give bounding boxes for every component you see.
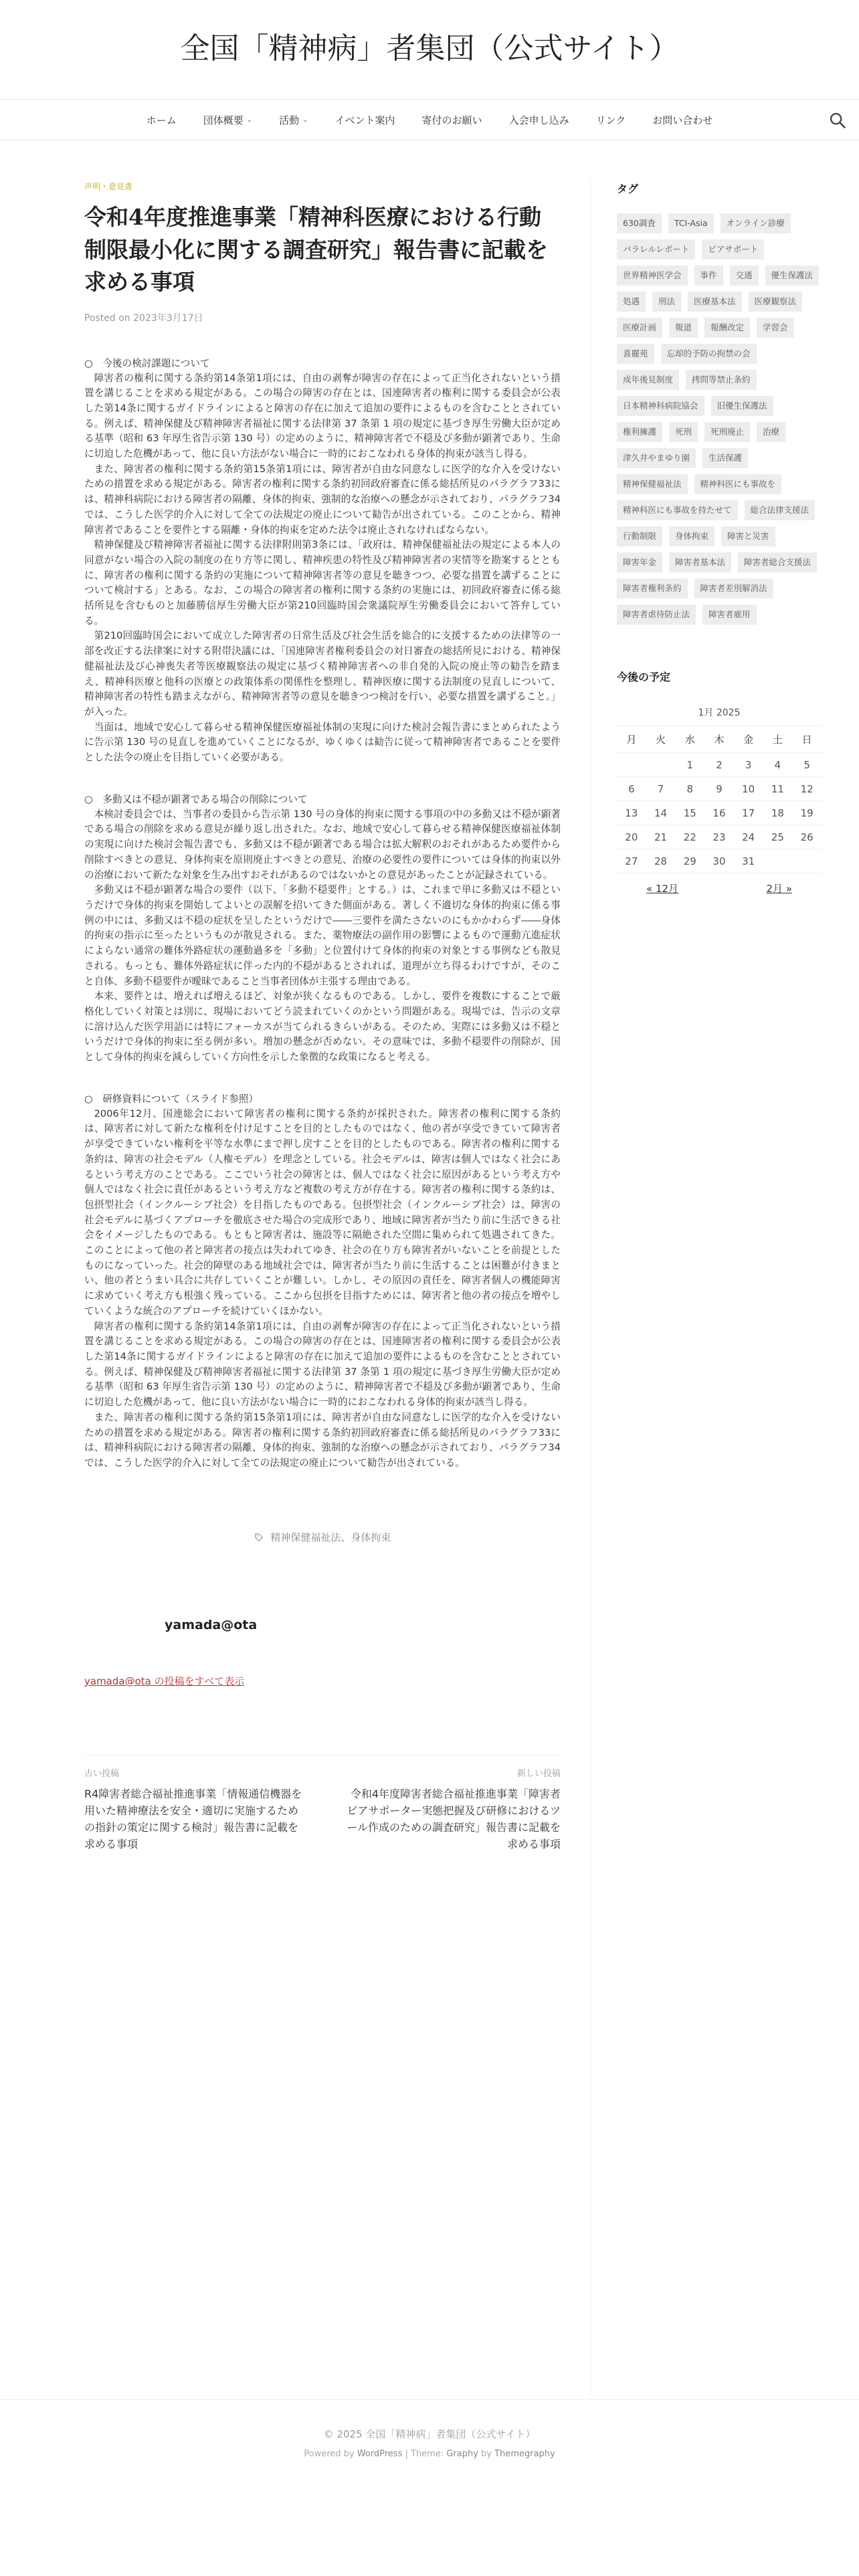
paragraph: 本検討委員会では、当事者の委員から告示第 130 号の身体的拘束に関する事項の中の多動又は不穏が顕著である場合の削除を求める意見が繰り返し出された。なお、地域で安心して暮らせる精神保健医療福祉体制の実現に向けた検討会報告書でも、多動又は不穏が顕著である場合は拡大解釈のおそれがあるため要件から削除すべきとの意見、身体拘束を原則廃止すべきとの意見、治療の必要性の要件については身体的拘束以外の治療において新たな対象を生み出すおそれがあるのではないかとの意見があったことが記録されている。 (84, 808, 561, 881)
footer-theme-link[interactable]: Graphy (446, 2449, 478, 2459)
footer-powered (0, 2449, 859, 2459)
calendar-day: 4 (763, 753, 793, 777)
tag-link[interactable]: ピアサポート (702, 239, 764, 259)
paragraph: 多動又は不穏が顕著な場合の要件（以下、「多動不穏要件」とする。）は、これまで単に多動又は不穏というだけで身体的拘束を開始してよいとの誤解を招いてきた側面がある。著しく不適切な身体的拘束に係る事例の中には、多動又は不穏の症状を呈したというだけで――三要件を満たさないのにもかかわらず――身体的拘束の指示に至ったというものが散見される。また、薬物療法の副作用の影響によるもので運動亢進症状によらない通常の難体外路症状の運動過多を「多動」と位置付けて身体的拘束の対象とする事例なども散見される。もっとも、難体外路症状に伴った内的不穏があるとされれば、道理が立ち得るわけですが、そのこと自体、多動不穏要件が曖昧であること当事者団体が主張する理由である。 (84, 884, 561, 987)
nav-item[interactable] (496, 113, 583, 127)
calendar-weekday: 水 (675, 726, 704, 753)
tags-widget-title: タグ (617, 183, 639, 195)
post-category[interactable]: 声明・意見書 (84, 182, 133, 191)
site-footer (0, 2399, 859, 2576)
calendar-widget (617, 669, 822, 895)
calendar-day: 19 (792, 801, 822, 825)
chevron-down-icon: ⌄ (302, 116, 308, 124)
calendar-day: 14 (646, 801, 676, 825)
calendar-weekday: 土 (763, 726, 793, 753)
calendar-weekday: 金 (734, 726, 763, 753)
post-body (84, 356, 561, 1471)
tag-link[interactable]: 精神科医にも事故を (694, 474, 782, 494)
prev-post-title[interactable]: R4障害者総合福祉推進事業「情報通信機器を用いた精神療法を安全・適切に実施するための指針の策定に関する検討」報告書に記載を求める事項 (84, 1787, 302, 1850)
calendar-day: 31 (734, 849, 763, 873)
calendar-week (617, 753, 822, 777)
tag-link[interactable]: 処遇 (617, 292, 646, 312)
calendar-day: 29 (675, 849, 704, 873)
calendar-weekday: 火 (646, 726, 676, 753)
tag-link[interactable]: 忘却的予防の拘禁の会 (661, 344, 757, 364)
calendar-table (617, 726, 822, 873)
calendar-next-month[interactable]: 2月 » (766, 883, 792, 895)
calendar-day: 23 (704, 825, 734, 849)
tag-link[interactable]: 津久井やまゆり園 (617, 448, 696, 468)
calendar-nav (617, 881, 822, 895)
main-content (84, 181, 561, 1852)
nav-item[interactable] (133, 113, 190, 127)
calendar-day (763, 849, 793, 873)
section-heading: ○ 今後の検討課題について (84, 357, 210, 369)
nav-item[interactable] (583, 113, 640, 127)
post-tags (84, 1530, 561, 1544)
tag-link[interactable]: 行動制限 (617, 526, 662, 546)
tag-link[interactable]: パラレルレポート (617, 239, 695, 259)
nav-item-label[interactable]: ホーム (146, 114, 177, 126)
calendar-day: 5 (792, 753, 822, 777)
next-post-title[interactable]: 令和4年度障害者総合福祉推進事業「障害者ピアサポーター実態把握及び研修におけるツール作成のための調査研究」報告書に記載を求める事項 (347, 1787, 561, 1850)
tag-link[interactable]: 旧優生保護法 (711, 396, 773, 416)
calendar-day: 10 (734, 777, 763, 801)
tag-link[interactable]: 死刑 (669, 422, 698, 442)
tag-link[interactable]: 成年後見制度 (617, 370, 679, 390)
footer-powered-prefix: Powered by (304, 2449, 357, 2459)
sidebar-divider (590, 181, 591, 2401)
tag-link[interactable]: 報酬改定 (704, 318, 750, 338)
tag-link[interactable]: 喜麗苑 (617, 344, 654, 364)
calendar-week (617, 825, 822, 849)
calendar-day: 16 (704, 801, 734, 825)
tag-link[interactable]: 精神保健福祉法 (617, 474, 688, 494)
paragraph: また、障害者の権利に関する条約第15条第1項には、障害者が自由な同意なしに医学的な介入を受けないための措置を求める規定がある。障害者の権利に関する条約初回政府審査に係る総括所見のパラグラフ33には、精神科病院における障害者の隔離、身体的拘束、強制的な治療への懸念が示されており、パラグラフ34では、こうした医学的介入に対して全ての法規定の廃止について勧告が出されている。このことから、精神障害者であることを要件とする隔離・身体的拘束を定めた法令は廃止されなければならない。 (84, 463, 561, 536)
paragraph: 2006年12月、国連総会において障害者の権利に関する条約が採択された。障害者の権利に関する条約は、障害者に対して新たな権利を付け足すことを目的としたものではなく、他の者が享受できていて障害者が享受できていない権利を平等な水準にまで押し戻すことを目的としたものである。障害者の権利に関する条約は、障害の社会モデル（人権モデル）を理念としている。社会モデルは、障害は個人ではなく社会にあるという考え方のことである。ここでいう社会の障害とは、個人ではなく社会に原因があるという考え方や個人ではなく社会に責任があるという考え方など複数の考え方が存在する。障害者の権利に関する条約は、包摂型社会（インクルーシブ社会）を目指したものである。包摂型社会（インクルーシブ社会）は、障害の社会モデルに基づくアプローチを徹底させた場合の完成形であり、地域に障害者が当たり前に生活できる社会をイメージしたものである。もともと障害者は、施設等に隔絶された空間に集められて処遇されてきた。このことによって他の者と障害者の接点は失われてゆき、社会の在り方も障害者がいないことを前提としたものになっていった。社会的障壁のある地域社会では、障害者が当たり前に生活することは困難が付きまとい、他の者とうまい具合に共存していくことが難しい。しかし、その原因の責任を、障害者個人の機能障害に求めていく考え方も根強く残っている。ここから包摂を目指すためには、障害者と他の者の接点を増やしていくような統合のアプローチを続けていくほかない。 (84, 1107, 561, 1317)
paragraph: 当面は、地域で安心して暮らせる精神保健医療福祉体制の実現に向けた検討会報告書にまとめられたように告示第 130 号の見直しを進めていくことになるが、ゆくゆくは勧告に従って精神障害者であることを要件とした法令の廃止を目指していく必要がある。 (84, 721, 561, 764)
calendar-day: 12 (792, 777, 822, 801)
calendar-day: 8 (675, 777, 704, 801)
tag-link[interactable]: 障害者基本法 (669, 552, 731, 572)
nav-item[interactable] (639, 113, 726, 127)
site-title[interactable]: 全国「精神病」者集団（公式サイト） (180, 31, 679, 66)
tag-link[interactable]: 障害者権利条約 (617, 578, 688, 599)
calendar-week (617, 777, 822, 801)
tag-link[interactable]: 630調査 (617, 213, 662, 233)
tag-link[interactable]: 日本精神科病院協会 (617, 396, 704, 416)
footer-theme-prefix: | Theme: (402, 2449, 447, 2459)
author-box (84, 1618, 561, 1688)
tag-link[interactable]: 障害年金 (617, 552, 662, 572)
post-tags-text[interactable]: 精神保健福祉法、身体拘束 (270, 1531, 391, 1543)
calendar-day: 13 (617, 801, 646, 825)
tag-link[interactable]: 総合法律支援法 (745, 500, 816, 520)
post-navigation (84, 1755, 561, 1852)
calendar-day: 7 (646, 777, 676, 801)
tag-link[interactable]: 拷問等禁止条約 (686, 370, 757, 390)
site-header (0, 0, 859, 99)
tag-link[interactable]: 医療計画 (617, 318, 662, 338)
prev-post-link[interactable] (84, 1766, 305, 1852)
tag-link[interactable]: 学習会 (757, 318, 794, 338)
calendar-widget-title: 今後の予定 (617, 671, 671, 683)
calendar-week (617, 801, 822, 825)
nav-item[interactable] (409, 113, 496, 127)
nav-item-label[interactable]: 団体概要 (203, 114, 244, 126)
calendar-day: 2 (704, 753, 734, 777)
calendar-body (617, 753, 822, 873)
tag-link[interactable]: 事件 (694, 265, 723, 286)
content-wrap (28, 140, 831, 2414)
section-heading: ○ 研修資料について（スライド参照） (84, 1093, 259, 1105)
calendar-day: 27 (617, 849, 646, 873)
calendar-weekday: 月 (617, 726, 646, 753)
tag-link[interactable]: 障害者雇用 (702, 605, 757, 625)
calendar-day: 26 (792, 825, 822, 849)
tag-link[interactable]: 医療観察法 (749, 292, 803, 312)
calendar-day: 30 (704, 849, 734, 873)
calendar-week (617, 849, 822, 873)
tag-icon (254, 1533, 264, 1542)
calendar-day: 20 (617, 825, 646, 849)
calendar-weekday-row (617, 726, 822, 753)
paragraph: 障害者の権利に関する条約第14条第1項には、自由の剥奪が障害の存在によって正当化されないという措置を講じることを求める規定がある。この場合の障害の存在とは、国連障害者の権利に関する委員会が公表した第14条に関するガイドラインによると障害の存在に加えて追加の要件によるものを含むこととされている。例えば、精神保健及び精神障害者福祉に関する法律第 37 条第 1 項の規定に基づき厚生労働大臣が定める基準（昭和 63 年厚生省告示第 130 号）の定めのように、精神障害者で不穏及び多動が顕著であり、生命に切迫した危機があって、他に良い方法がない場合に一時的におこなわれる身体的拘束が該当し得る。 (84, 372, 561, 460)
tag-link[interactable]: 障害者差別解消法 (694, 578, 773, 599)
calendar-day: 24 (734, 825, 763, 849)
tag-link[interactable]: 障害者虐待防止法 (617, 605, 696, 625)
section-heading: ○ 多動又は不穏が顕著である場合の削除について (84, 793, 308, 805)
calendar-day: 3 (734, 753, 763, 777)
tag-link[interactable]: 治療 (757, 422, 785, 442)
post-section (84, 792, 561, 1065)
calendar-day (646, 753, 676, 777)
paragraph: 障害者の権利に関する条約第14条第1項には、自由の剥奪が障害の存在によって正当化されないという措置を講じることを求める規定がある。この場合の障害の存在とは、国連障害者の権利に関する委員会が公表した第14条に関するガイドラインによると障害の存在に加えて追加の要件によるものを含むこととされている。例えば、精神保健及び精神障害者福祉に関する法律第 37 条第 1 項の規定に基づき厚生労働大臣が定める基準（昭和 63 年厚生省告示第 130 号）の定めのように、精神障害者で不穏及び多動が顕著であり、生命に切迫した危機があって、他に良い方法がない場合に一時的におこなわれる身体的拘束が該当し得る。 (84, 1320, 561, 1408)
tag-link[interactable]: TCI-Asia (668, 213, 714, 233)
nav-list (0, 100, 859, 140)
tag-link[interactable]: 死刑廃止 (704, 422, 750, 442)
post-section (84, 1092, 561, 1471)
post-title: 令和4年度推進事業「精神科医療における行動制限最小化に関する調査研究」報告書に記載を求める事項 (84, 204, 548, 295)
paragraph: 精神保健及び精神障害者福祉に関する法律附則第3条には、「政府は、精神保健福祉法の規定による本人の同意がない場合の入院の制度の在り方等に関し、精神疾患の特性及び精神障害者の実情等を勘案するとともに、障害者の権利に関する条約の実施について精神障害者等の意見を聴きつつ、必要な措置を講ずることについて検討する」とある。なお、この場合の障害者の権利に関する条約の実施には、初回政府審査に係る総括所見を含むものと加藤勝信厚生労働大臣が第210回臨時国会衆議院厚生労働委員会において答弁している。 (84, 539, 561, 627)
search-icon[interactable] (828, 111, 847, 130)
post-date[interactable]: Posted on 2023年3月17日 (84, 312, 203, 324)
paragraph: 第210回臨時国会において成立した障害者の日常生活及び社会生活を総合的に支援するための法律等の一部を改正する法律案に対する附帯決議には、「国連障害者権利委員会の対日審査の総括所見における、精神保健福祉法及び心神喪失者等医療観察法の規定に基づく精神障害者への非自発的入院の廃止等の勧告を踏まえ、精神科医療と他科の医療との政策体系の関係性を整理し、精神医療に関する法制度の見直しについて、精神障害者の特性も踏まえながら、精神障害者等の意見を聴きつつ検討を行い、必要な措置を講ずること。」が入った。 (84, 630, 561, 718)
calendar-prev-month[interactable]: « 12月 (646, 883, 679, 895)
paragraph: また、障害者の権利に関する条約第15条第1項には、障害者が自由な同意なしに医学的な介入を受けないための措置を求める規定がある。障害者の権利に関する条約初回政府審査に係る総括所見のパラグラフ33には、精神科病院における障害者の隔離、身体的拘束、強制的な治療への懸念が示されており、パラグラフ34では、こうした医学的介入に対して全ての法規定の廃止について勧告が出されている。 (84, 1411, 561, 1469)
calendar-day: 18 (763, 801, 793, 825)
calendar-day: 1 (675, 753, 704, 777)
calendar-day: 9 (704, 777, 734, 801)
nav-item[interactable] (322, 113, 409, 127)
calendar-day: 15 (675, 801, 704, 825)
nav-item-label[interactable]: イベント案内 (335, 114, 395, 126)
nav-item[interactable] (266, 113, 321, 127)
main-navigation (0, 99, 859, 140)
calendar-weekday: 木 (704, 726, 734, 753)
author-name: yamada@ota (165, 1617, 258, 1632)
chevron-down-icon: ⌄ (246, 116, 253, 124)
tag-link[interactable]: 報道 (669, 318, 698, 338)
nav-item-label[interactable]: リンク (595, 114, 626, 126)
nav-item[interactable] (190, 113, 266, 127)
calendar-day: 17 (734, 801, 763, 825)
calendar-day: 22 (675, 825, 704, 849)
nav-item-label[interactable]: 入会申し込み (508, 114, 569, 126)
footer-by: by (478, 2449, 495, 2459)
footer-themegraphy-link[interactable]: Themegraphy (494, 2449, 555, 2459)
calendar-caption: 1月 2025 (698, 708, 741, 718)
prev-post-label: 古い投稿 (84, 1768, 120, 1779)
tag-cloud (617, 213, 822, 625)
paragraph: 本来、要件とは、増えれば増えるほど、対象が狭くなるものである。しかし、要件を複数にすることで厳格化していく対策とは別に、現場においてどう読まれていくのかという問題がある。現場では、告示の文章に溶け込んだ医学用語には特にフォーカスが当てられるきらいがある。そのため、実際には多動又は不穏というだけで身体的拘束に至る例が多い。増加の懸念が否めない。その意味では、多動不穏要件の削除が、国として身体的拘束を減らしていく方向性を示した象徴的な政策になると考える。 (84, 990, 561, 1063)
tag-link[interactable]: 医療基本法 (688, 292, 742, 312)
calendar-day (792, 849, 822, 873)
post-section (84, 356, 561, 766)
footer-wordpress-link[interactable]: WordPress (357, 2449, 403, 2459)
tag-link[interactable]: 優生保護法 (765, 265, 820, 286)
author-posts-link[interactable]: yamada@ota の投稿をすべて表示 (84, 1675, 245, 1687)
calendar-day: 11 (763, 777, 793, 801)
footer-copyright: © 2025 全国「精神病」者集団（公式サイト） (323, 2428, 536, 2440)
tag-link[interactable]: 交通 (730, 265, 759, 286)
tag-link[interactable]: 刑法 (652, 292, 681, 312)
nav-item-label[interactable]: 寄付のお願い (421, 114, 482, 126)
tag-link[interactable]: 世界精神医学会 (617, 265, 688, 286)
nav-item-label[interactable]: 活動 (279, 114, 300, 126)
calendar-weekday: 日 (792, 726, 822, 753)
tag-link[interactable]: 権利擁護 (617, 422, 662, 442)
tag-link[interactable]: 障害者総合支援法 (738, 552, 817, 572)
calendar-day (617, 753, 646, 777)
nav-item-label[interactable]: お問い合わせ (652, 114, 713, 126)
tag-link[interactable]: 障害と災害 (721, 526, 775, 546)
tag-link[interactable]: 身体拘束 (669, 526, 714, 546)
calendar-day: 25 (763, 825, 793, 849)
tag-link[interactable]: 精神科医にも事故を持たせて (617, 500, 738, 520)
sidebar (617, 181, 822, 895)
tag-link[interactable]: オンライン診療 (721, 213, 791, 233)
calendar-day: 21 (646, 825, 676, 849)
tag-link[interactable]: 生活保護 (702, 448, 748, 468)
next-post-link[interactable] (340, 1766, 561, 1852)
next-post-label: 新しい投稿 (516, 1768, 561, 1779)
calendar-day: 28 (646, 849, 676, 873)
calendar-day: 6 (617, 777, 646, 801)
